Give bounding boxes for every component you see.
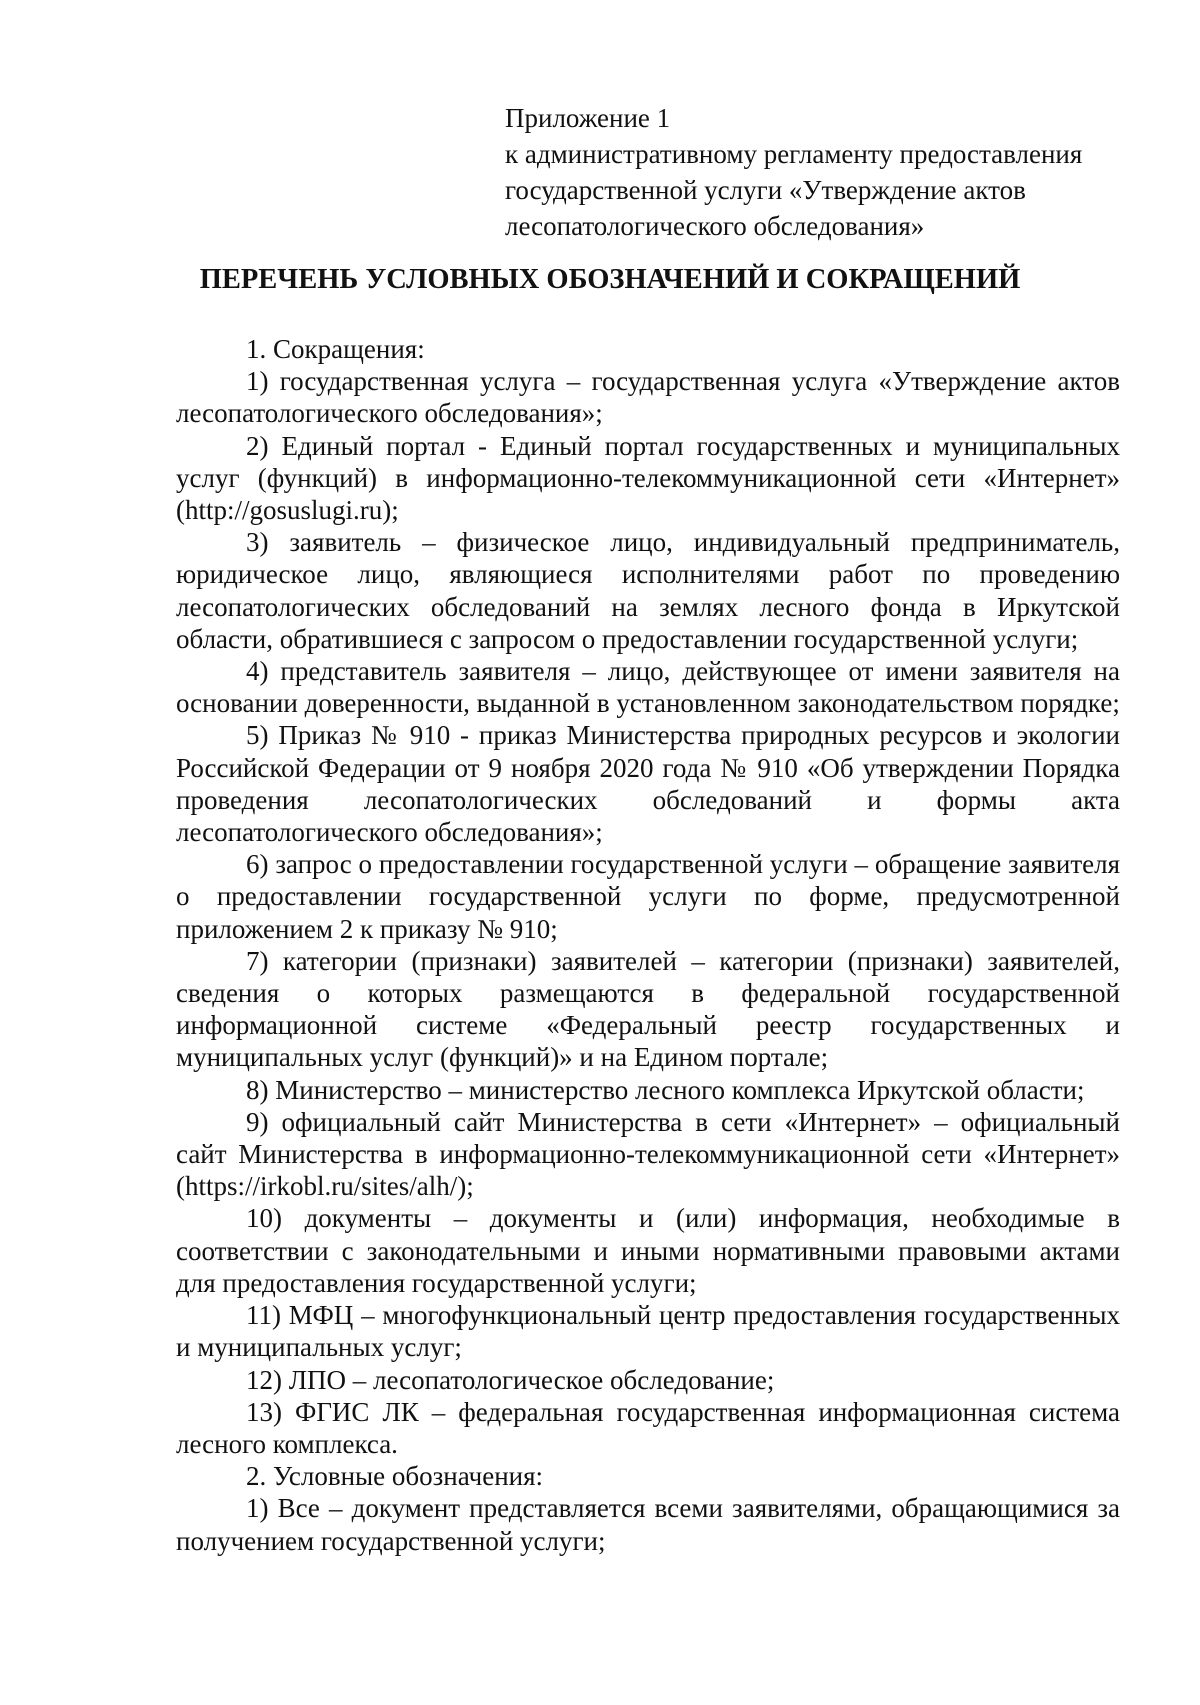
- document-body: [176, 333, 1120, 1557]
- list-item: 7) категории (признаки) заявителей – категории (признаки) заявителей, сведения о которых размещаются в федеральной государственной информационной системе «Федеральный реестр государственных и муниципальных услуг (функций)» и на Едином портале;: [176, 945, 1120, 1073]
- list-item: 2) Единый портал - Единый портал государственных и муниципальных услуг (функций) в информационно-телекоммуникационной сети «Интернет» (http://gosuslugi.ru);: [176, 430, 1120, 526]
- annex-line: Приложение 1: [505, 103, 671, 133]
- list-item: 6) запрос о предоставлении государственной услуги – обращение заявителя о предоставлении государственной услуги по форме, предусмотренной приложением 2 к приказу № 910;: [176, 849, 1120, 944]
- list-item: 11) МФЦ – многофункциональный центр предоставления государственных и муниципальных услуг;: [176, 1300, 1120, 1363]
- document-title: ПЕРЕЧЕНЬ УСЛОВНЫХ ОБОЗНАЧЕНИЙ И СОКРАЩЕНИЙ: [199, 264, 1021, 295]
- list-item: 1) государственная услуга – государственная услуга «Утверждение актов лесопатологического обследования»;: [176, 366, 1120, 429]
- list-item: 12) ЛПО – лесопатологическое обследование;: [246, 1364, 775, 1395]
- section-heading-symbols: 2. Условные обозначения:: [246, 1461, 544, 1492]
- list-item: 13) ФГИС ЛК – федеральная государственная информационная система лесного комплекса.: [176, 1396, 1120, 1459]
- annex-header: [505, 100, 1145, 244]
- list-item: 1) Все – документ представляется всеми заявителями, обращающимися за получением государственной услуги;: [176, 1493, 1120, 1556]
- list-item: 5) Приказ № 910 - приказ Министерства природных ресурсов и экологии Российской Федерации от 9 ноября 2020 года № 910 «Об утверждении Порядка проведения лесопатологических обследований и формы акта лесопатологического обследования»;: [176, 720, 1120, 848]
- list-item: 4) представитель заявителя – лицо, действующее от имени заявителя на основании доверенности, выданной в установленном законодательством порядке;: [176, 656, 1120, 719]
- section-heading-abbreviations: 1. Сокращения:: [246, 334, 425, 364]
- list-item: 3) заявитель – физическое лицо, индивидуальный предприниматель, юридическое лицо, являющиеся исполнителями работ по проведению лесопатологических обследований на землях лесного фонда в Иркутской области, обратившиеся с запросом о предоставлении государственной услуги;: [176, 527, 1120, 654]
- list-item: 8) Министерство – министерство лесного комплекса Иркутской области;: [246, 1074, 1085, 1105]
- list-item: 10) документы – документы и (или) информация, необходимые в соответствии с законодательными и иными нормативными правовыми актами для предоставления государственной услуги;: [176, 1203, 1120, 1298]
- annex-line: государственной услуги «Утверждение актов: [505, 175, 1026, 205]
- annex-line: к административному регламенту предоставления: [505, 139, 1083, 169]
- annex-line: лесопатологического обследования»: [505, 211, 925, 241]
- list-item: 9) официальный сайт Министерства в сети «Интернет» – официальный сайт Министерства в информационно-телекоммуникационной сети «Интернет» (https://irkobl.ru/sites/alh/);: [176, 1106, 1120, 1202]
